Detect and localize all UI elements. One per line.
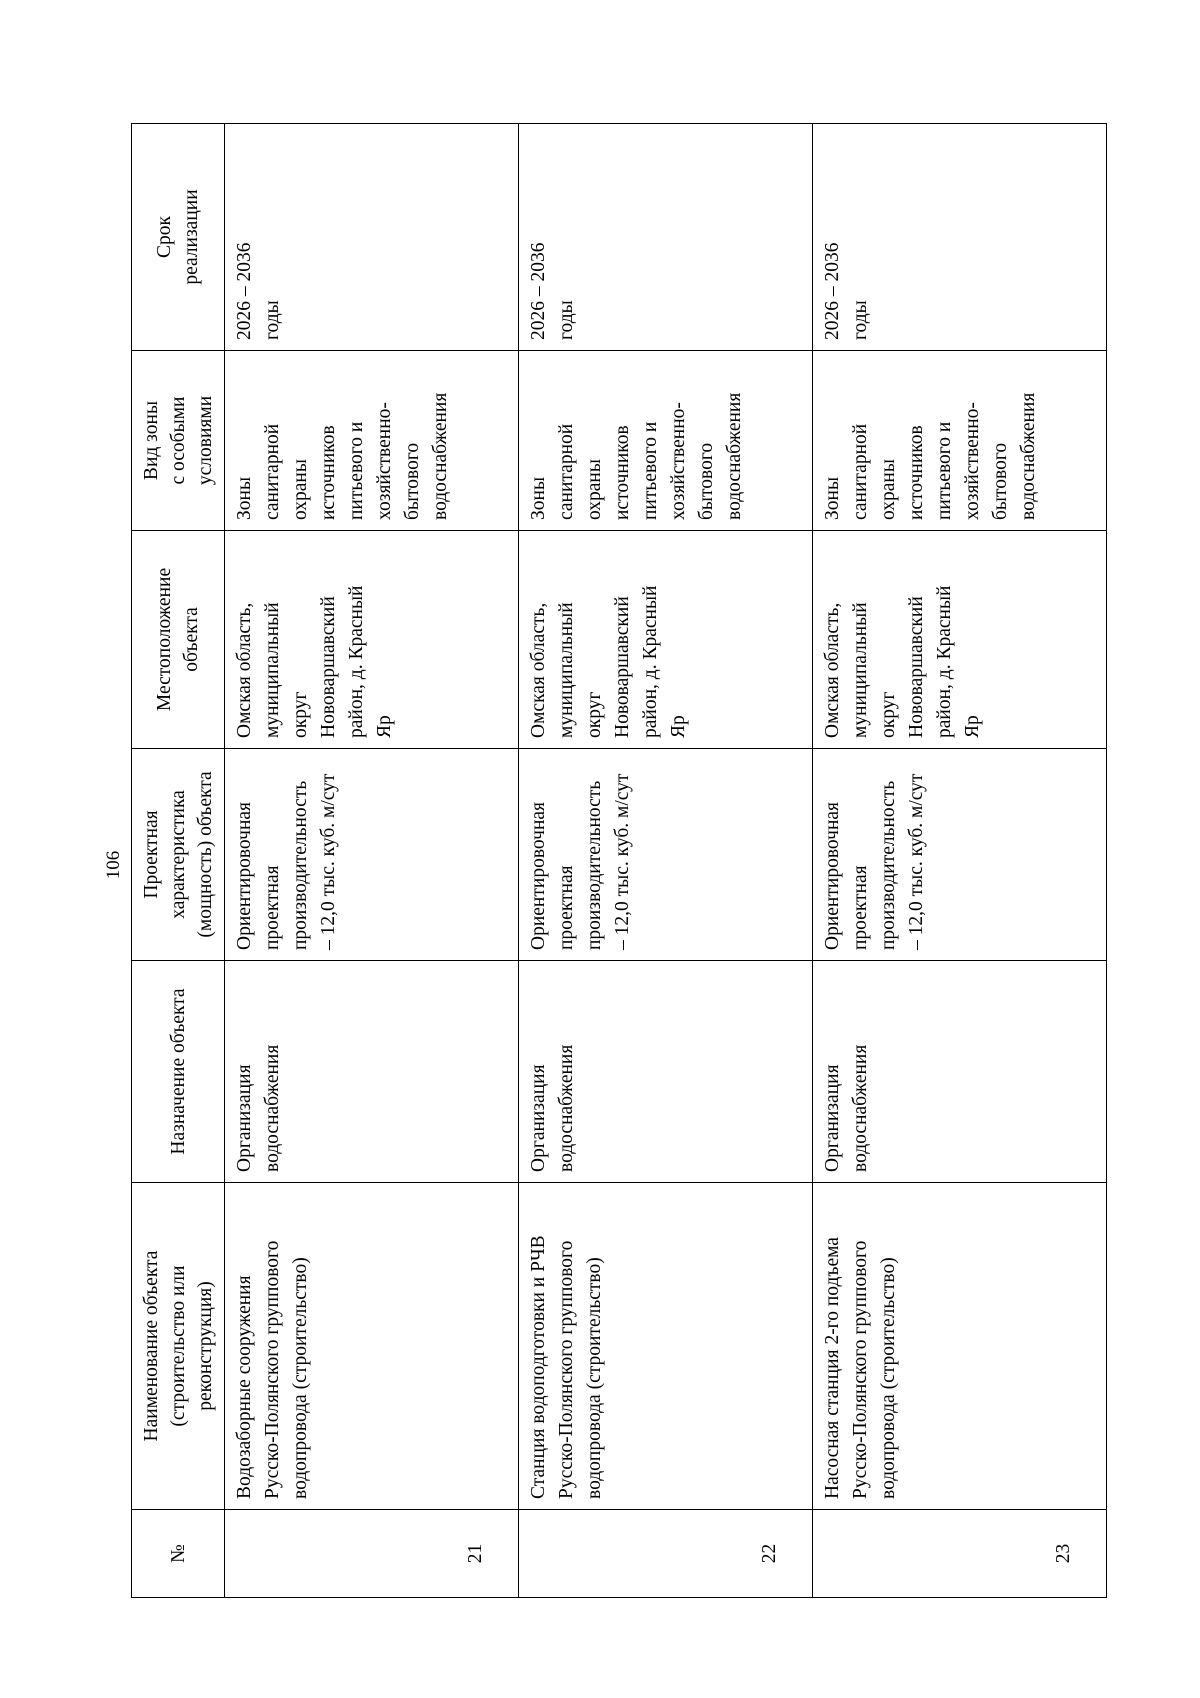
- header-zone: Вид зоны с особыми условиями: [132, 351, 225, 531]
- header-num: №: [132, 1510, 225, 1598]
- table-container: [131, 124, 1107, 1598]
- header-term: Срок реализации: [132, 124, 225, 351]
- row-num: 23: [813, 1510, 1107, 1598]
- row-name: Водозаборные сооружения Русско-Полянского группового водопровода (строительство): [225, 1183, 519, 1510]
- header-name: Наименование объекта (строительство или реконструкция): [132, 1183, 225, 1510]
- row-purpose: Организация водоснабжения: [519, 961, 813, 1183]
- row-location: Омская область, муниципальный округ Нововаршавский район, д. Красный Яр: [813, 531, 1107, 749]
- objects-table: [131, 123, 1107, 1598]
- table-header-row: [132, 124, 225, 1598]
- table-row: [519, 124, 813, 1598]
- header-location: Местоположение объекта: [132, 531, 225, 749]
- page-number: 106: [103, 850, 124, 880]
- row-zone: Зоны санитарной охраны источников питьевого и хозяйственно- бытового водоснабжения: [225, 351, 519, 531]
- row-location: Омская область, муниципальный округ Нововаршавский район, д. Красный Яр: [519, 531, 813, 749]
- rotated-table-frame: [131, 124, 1107, 1598]
- row-capacity: Ориентировочная проектная производительность – 12,0 тыс. куб. м/сут: [519, 749, 813, 961]
- row-location: Омская область, муниципальный округ Нововаршавский район, д. Красный Яр: [225, 531, 519, 749]
- row-num: 21: [225, 1510, 519, 1598]
- row-capacity: Ориентировочная проектная производительность – 12,0 тыс. куб. м/сут: [813, 749, 1107, 961]
- row-term: 2026 – 2036 годы: [813, 124, 1107, 351]
- header-purpose: Назначение объекта: [132, 961, 225, 1183]
- row-zone: Зоны санитарной охраны источников питьевого и хозяйственно- бытового водоснабжения: [519, 351, 813, 531]
- table-row: [813, 124, 1107, 1598]
- row-purpose: Организация водоснабжения: [813, 961, 1107, 1183]
- row-term: 2026 – 2036 годы: [225, 124, 519, 351]
- header-capacity: Проектная характеристика (мощность) объекта: [132, 749, 225, 961]
- row-capacity: Ориентировочная проектная производительность – 12,0 тыс. куб. м/сут: [225, 749, 519, 961]
- table-row: [225, 124, 519, 1598]
- row-zone: Зоны санитарной охраны источников питьевого и хозяйственно- бытового водоснабжения: [813, 351, 1107, 531]
- row-name: Станция водоподготовки и РЧВ Русско-Полянского группового водопровода (строительство): [519, 1183, 813, 1510]
- row-term: 2026 – 2036 годы: [519, 124, 813, 351]
- row-name: Насосная станция 2-го подъема Русско-Полянского группового водопровода (строительство): [813, 1183, 1107, 1510]
- row-purpose: Организация водоснабжения: [225, 961, 519, 1183]
- row-num: 22: [519, 1510, 813, 1598]
